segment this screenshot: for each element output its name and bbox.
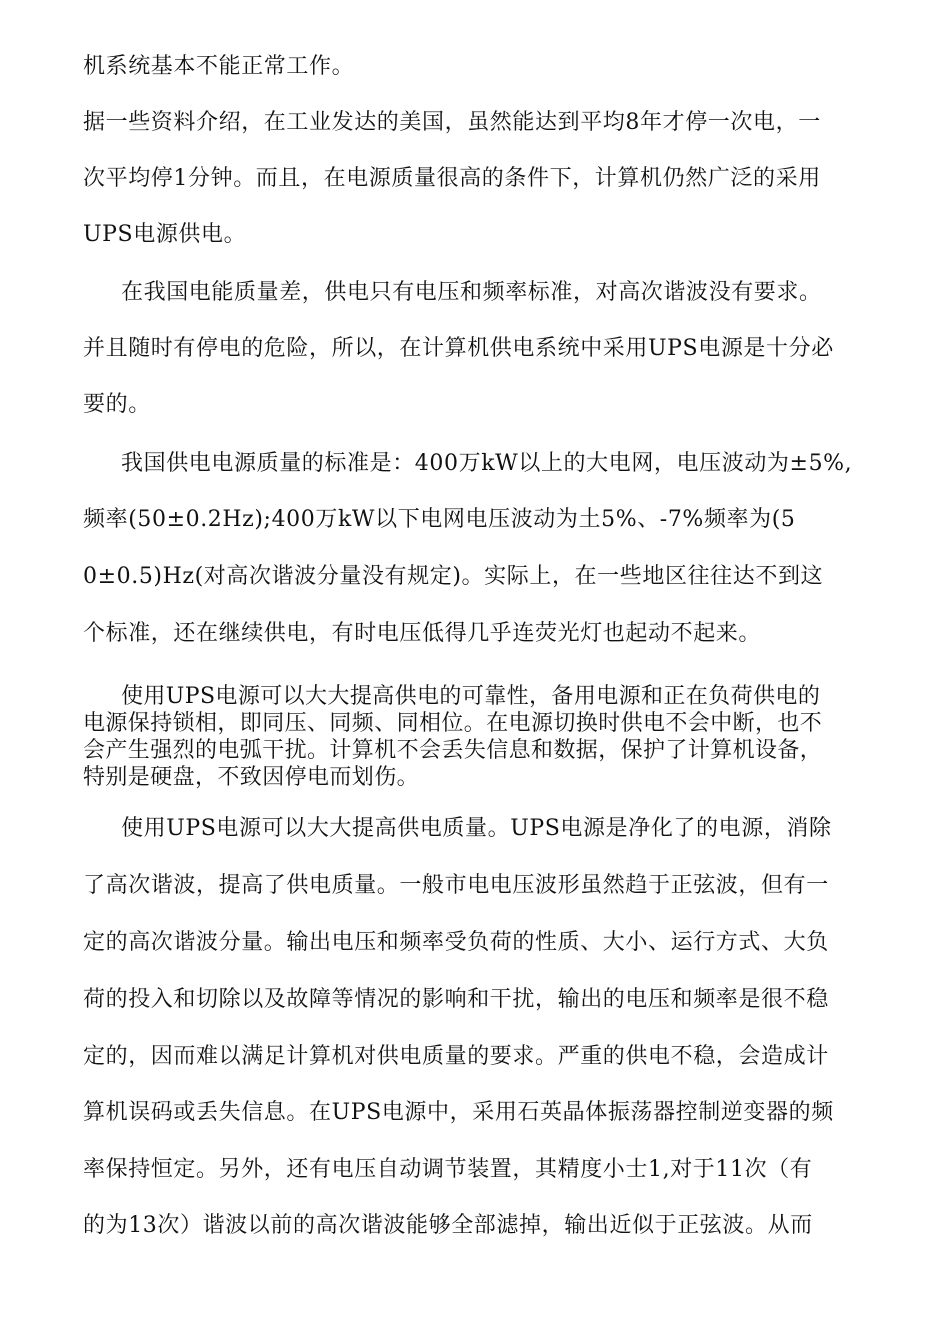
paragraph-line: 我国供电电源质量的标准是：400万kW以上的大电网，电压波动为±5%, (121, 451, 853, 476)
paragraph-line: 个标准，还在继续供电，有时电压低得几乎连荧光灯也起动不起来。 (83, 621, 762, 646)
paragraph-line: 会产生强烈的电弧干扰。计算机不会丢失信息和数据，保护了计算机设备， (83, 738, 823, 763)
paragraph-line: 定的高次谐波分量。输出电压和频率受负荷的性质、大小、运行方式、大负 (83, 930, 829, 955)
paragraph-line: UPS电源供电。 (83, 222, 247, 247)
paragraph-line: 率保持恒定。另外，还有电压自动调节装置，其精度小士1,对于11次（有 (83, 1157, 813, 1182)
paragraph-line: 特别是硬盘，不致因停电而划伤。 (83, 765, 420, 790)
paragraph-line: 了高次谐波，提高了供电质量。一般市电电压波形虽然趋于正弦波，但有一 (83, 873, 829, 898)
paragraph-line: 电源保持锁相，即同压、同频、同相位。在电源切换时供电不会中断，也不 (83, 711, 823, 736)
paragraph-line: 在我国电能质量差，供电只有电压和频率标准，对高次谐波没有要求。 (121, 280, 822, 305)
paragraph-line: 并且随时有停电的危险，所以，在计算机供电系统中采用UPS电源是十分必 (83, 336, 834, 361)
paragraph-line: 据一些资料介绍，在工业发达的美国，虽然能达到平均8年才停一次电，一 (83, 110, 821, 135)
paragraph-line: 算机误码或丢失信息。在UPS电源中，采用石英晶体振荡器控制逆变器的频 (83, 1100, 834, 1125)
paragraph-line: 使用UPS电源可以大大提高供电质量。UPS电源是净化了的电源，消除 (121, 816, 832, 841)
paragraph-line: 次平均停1分钟。而且，在电源质量很高的条件下，计算机仍然广泛的采用 (83, 166, 821, 191)
paragraph-line: 荷的投入和切除以及故障等情况的影响和干扰，输出的电压和频率是很不稳 (83, 987, 829, 1012)
paragraph-line: 要的。 (83, 392, 151, 417)
paragraph-line: 的为13次）谐波以前的高次谐波能够全部滤掉，输出近似于正弦波。从而 (83, 1213, 813, 1238)
paragraph-line: 定的，因而难以满足计算机对供电质量的要求。严重的供电不稳，会造成计 (83, 1044, 829, 1069)
paragraph-line: 机系统基本不能正常工作。 (83, 54, 355, 79)
paragraph-line: 使用UPS电源可以大大提高供电的可靠性，备用电源和正在负荷供电的 (121, 684, 821, 709)
paragraph-line: 0±0.5)Hz(对高次谐波分量没有规定)。实际上，在一些地区往往达不到这 (83, 564, 824, 589)
paragraph-line: 频率(50±0.2Hz);400万kW以下电网电压波动为土5%、-7%频率为(5 (83, 507, 796, 532)
